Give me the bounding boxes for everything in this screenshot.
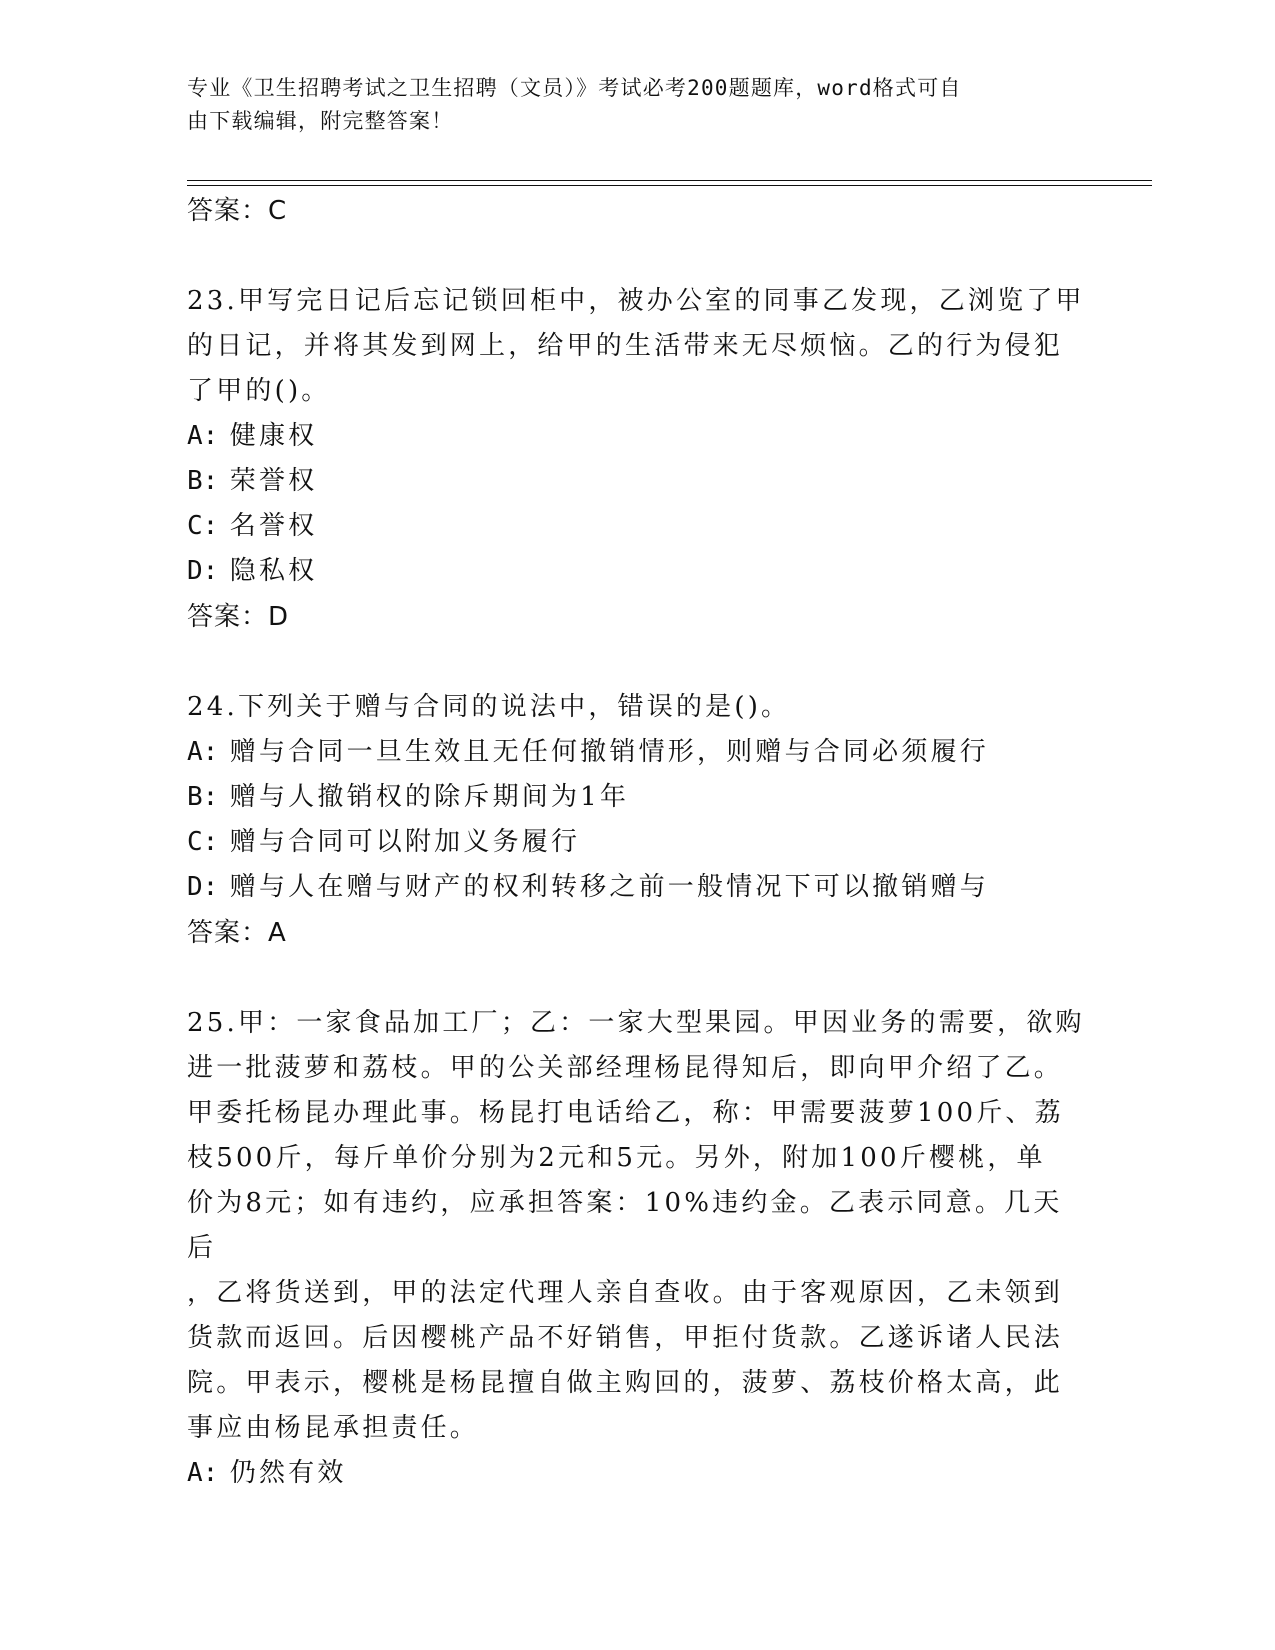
option-text: 赠与人撤销权的除斥期间为1年: [229, 782, 630, 812]
header-line-2: 由下载编辑，附完整答案！: [187, 109, 454, 133]
option-c: [187, 504, 1087, 549]
header-divider-bottom: [187, 185, 1152, 186]
question-stem-line: 货款而返回。后因樱桃产品不好销售，甲拒付货款。乙遂诉诸人民法: [187, 1323, 1064, 1353]
option-letter: D:: [187, 556, 219, 586]
header-line-1: 专业《卫生招聘考试之卫生招聘（文员）》考试必考200题题库，word格式可自: [187, 76, 962, 100]
question-stem-line: 了甲的()。: [187, 376, 331, 406]
option-letter: A:: [187, 737, 219, 767]
option-c: [187, 820, 1087, 865]
question-23: [187, 279, 1087, 640]
question-stem-line: 甲委托杨昆办理此事。杨昆打电话给乙，称：甲需要菠萝100斤、荔: [187, 1098, 1064, 1128]
question-stem-line: 院。甲表示，樱桃是杨昆擅自做主购回的，菠萝、荔枝价格太高，此: [187, 1368, 1064, 1398]
option-text: 赠与人在赠与财产的权利转移之前一般情况下可以撤销赠与: [229, 872, 989, 902]
option-letter: C:: [187, 511, 219, 541]
document-header: [187, 72, 1067, 138]
question-stem-line: 23.甲写完日记后忘记锁回柜中，被办公室的同事乙发现，乙浏览了甲: [187, 286, 1085, 316]
question-24: [187, 685, 1087, 956]
option-letter: C:: [187, 827, 219, 857]
question-stem-line: 事应由杨昆承担责任。: [187, 1413, 480, 1443]
option-text: 赠与合同一旦生效且无任何撤销情形，则赠与合同必须履行: [229, 737, 989, 767]
option-d: [187, 549, 1087, 594]
header-divider-top: [187, 180, 1152, 181]
question-stem-line: 24.下列关于赠与合同的说法中，错误的是()。: [187, 692, 791, 722]
option-a: [187, 414, 1087, 459]
option-letter: B:: [187, 466, 219, 496]
spacer: [187, 234, 1087, 279]
option-a: [187, 1451, 1087, 1496]
answer-line: 答案：C: [187, 196, 288, 226]
document-body: [187, 188, 1087, 1496]
option-b: [187, 459, 1087, 504]
option-text: 赠与合同可以附加义务履行: [229, 827, 581, 857]
option-letter: B:: [187, 782, 219, 812]
option-a: [187, 730, 1087, 775]
option-text: 仍然有效: [229, 1458, 347, 1488]
question-25: [187, 1001, 1087, 1496]
question-stem-line: 25.甲：一家食品加工厂；乙：一家大型果园。甲因业务的需要，欲购: [187, 1008, 1085, 1038]
option-text: 名誉权: [229, 511, 318, 541]
spacer: [187, 640, 1087, 685]
question-stem-line: 的日记，并将其发到网上，给甲的生活带来无尽烦恼。乙的行为侵犯: [187, 331, 1064, 361]
answer-line: 答案：A: [187, 918, 287, 948]
option-letter: A:: [187, 1458, 219, 1488]
option-text: 隐私权: [229, 556, 318, 586]
answer-line: 答案：D: [187, 602, 290, 632]
spacer: [187, 956, 1087, 1001]
option-d: [187, 865, 1087, 910]
question-stem-line: 枝500斤，每斤单价分别为2元和5元。另外，附加100斤樱桃，单: [187, 1143, 1046, 1173]
option-letter: A:: [187, 421, 219, 451]
question-stem-line: ，乙将货送到，甲的法定代理人亲自查收。由于客观原因，乙未领到: [187, 1278, 1064, 1308]
question-stem-line: 价为8元；如有违约，应承担答案：10%违约金。乙表示同意。几天后: [187, 1188, 1063, 1263]
option-text: 荣誉权: [229, 466, 318, 496]
option-letter: D:: [187, 872, 219, 902]
option-b: [187, 775, 1087, 820]
question-stem-line: 进一批菠萝和荔枝。甲的公关部经理杨昆得知后，即向甲介绍了乙。: [187, 1053, 1064, 1083]
option-text: 健康权: [229, 421, 318, 451]
